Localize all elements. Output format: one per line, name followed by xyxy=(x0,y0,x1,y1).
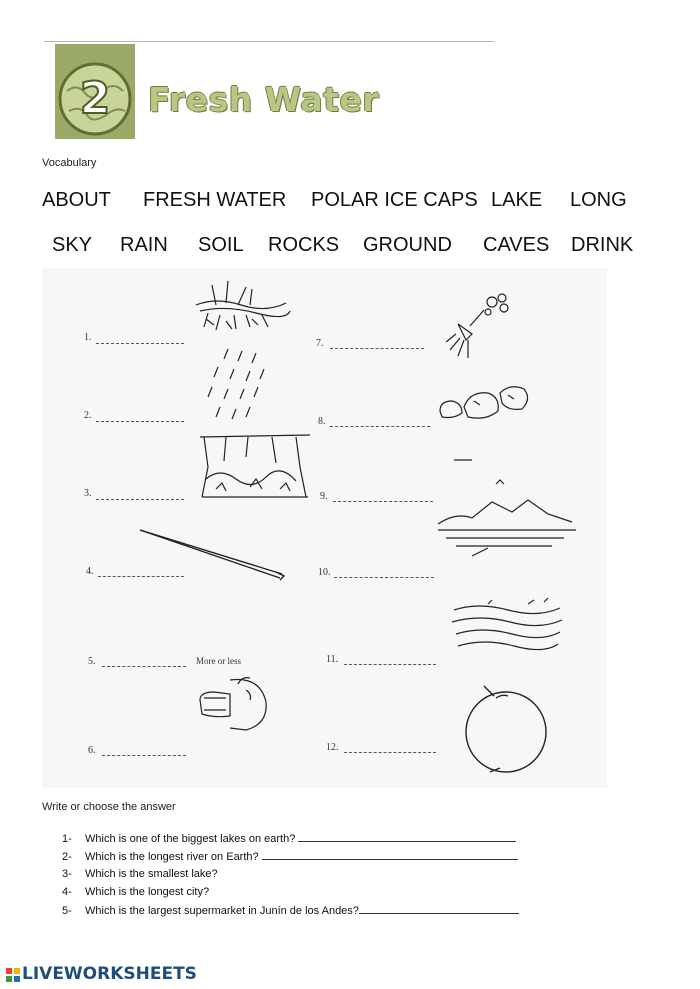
vocab-word: GROUND xyxy=(363,234,452,256)
question-1 xyxy=(62,832,516,845)
item-number: 3. xyxy=(84,488,92,499)
vocab-word: SKY xyxy=(52,234,93,256)
question-text: Which is the largest supermarket in Junín de los Andes? xyxy=(85,905,359,917)
question-5 xyxy=(62,904,519,917)
item-number: 12. xyxy=(326,742,339,753)
answer-blank-7[interactable] xyxy=(330,348,424,349)
question-number: 2- xyxy=(62,851,72,863)
answer-line-5[interactable] xyxy=(359,904,519,914)
item-number: 5. xyxy=(88,656,96,667)
vocab-word: POLAR ICE CAPS xyxy=(311,189,478,211)
vocab-word: RAIN xyxy=(120,234,168,256)
item-number: 4. xyxy=(86,566,94,577)
question-number: 5- xyxy=(62,905,72,917)
question-number: 4- xyxy=(62,886,72,898)
item-number: 8. xyxy=(318,416,326,427)
question-number: 3- xyxy=(62,868,72,880)
lake-landscape-icon xyxy=(432,452,582,562)
question-2 xyxy=(62,850,518,863)
item-number: 7. xyxy=(316,338,324,349)
more-or-less-note: More or less xyxy=(196,656,241,666)
header-rule xyxy=(44,41,494,42)
answer-blank-2[interactable] xyxy=(96,421,184,422)
item-number: 9. xyxy=(320,491,328,502)
item-number: 6. xyxy=(88,745,96,756)
question-text: Which is the smallest lake? xyxy=(85,868,218,880)
answer-blank-10[interactable] xyxy=(334,577,434,578)
vocab-word: LAKE xyxy=(491,189,543,211)
liveworksheets-logo[interactable]: LIVEWORKSHEETS xyxy=(22,964,197,984)
question-text: Which is the longest river on Earth? xyxy=(85,851,262,863)
answer-blank-12[interactable] xyxy=(344,752,436,753)
clouds-sky-icon xyxy=(448,598,566,658)
rocks-icon xyxy=(434,377,534,425)
question-text: Which is one of the biggest lakes on earth? xyxy=(85,833,299,845)
unit-number-badge xyxy=(57,61,133,137)
questions-heading: Write or choose the answer xyxy=(42,801,176,813)
item-number: 1. xyxy=(84,332,92,343)
globe-icon xyxy=(460,680,552,778)
vocab-word: ROCKS xyxy=(268,234,340,256)
question-4 xyxy=(62,886,209,898)
answer-blank-11[interactable] xyxy=(344,664,436,665)
answer-blank-1[interactable] xyxy=(96,343,184,344)
vocab-word: LONG xyxy=(570,189,627,211)
answer-line-2[interactable] xyxy=(262,850,518,860)
question-3 xyxy=(62,868,218,880)
item-number: 11. xyxy=(326,654,339,665)
liveworksheets-logo-icon xyxy=(6,968,20,982)
question-number: 1- xyxy=(62,833,72,845)
rain-icon xyxy=(198,345,278,427)
vocabulary-label: Vocabulary xyxy=(42,157,97,169)
face-drinking-icon xyxy=(190,672,272,734)
unit-number: 2 xyxy=(79,73,111,124)
answer-blank-8[interactable] xyxy=(330,426,430,427)
page-title: Fresh Water xyxy=(148,80,380,119)
stick-icon xyxy=(136,524,288,584)
cave-icon xyxy=(196,427,314,505)
vocab-word: CAVES xyxy=(483,234,550,256)
answer-blank-5[interactable] xyxy=(102,666,186,667)
question-text: Which is the longest city? xyxy=(85,886,210,898)
answer-blank-9[interactable] xyxy=(333,501,433,502)
answer-blank-3[interactable] xyxy=(96,499,184,500)
answer-line-1[interactable] xyxy=(298,832,516,842)
vocab-word: ABOUT xyxy=(42,189,111,211)
answer-blank-6[interactable] xyxy=(102,755,186,756)
plants-roots-icon xyxy=(186,275,296,333)
watering-can-icon xyxy=(440,290,516,362)
item-number: 10. xyxy=(318,567,331,578)
item-number: 2. xyxy=(84,410,92,421)
vocab-word: FRESH WATER xyxy=(143,189,287,211)
vocab-word: DRINK xyxy=(571,234,634,256)
vocab-word: SOIL xyxy=(198,234,244,256)
